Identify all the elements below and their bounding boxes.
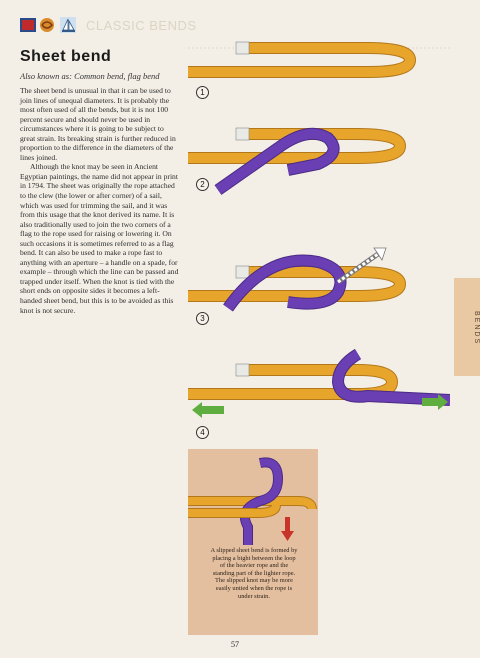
slipped-sheet-bend-diagram <box>188 449 318 545</box>
step-label-3: 3 <box>196 312 209 325</box>
pull-down-arrow-icon <box>281 517 294 541</box>
step-label-2: 2 <box>196 178 209 191</box>
step-label-4: 4 <box>196 426 209 439</box>
step-4-diagram <box>188 346 450 424</box>
body-text <box>20 86 180 315</box>
page-number: 57 <box>231 640 239 649</box>
knot-icon <box>40 18 54 32</box>
also-known-as: Also known as: Common bend, flag bend <box>20 71 160 81</box>
page-title: Sheet bend <box>20 48 112 65</box>
slipped-sheet-bend-panel <box>188 449 318 635</box>
step-1-diagram <box>188 40 450 92</box>
section-tab-label: BENDS <box>473 310 480 346</box>
body-paragraph-1: The sheet bend is unusual in that it can be used to join lines of unequal diameters. It is probably the most often used of all the bends, but it is not 100 percent secure and should never be used in circumstances where it is going to be subject to great strain. Its breaking strain is further reduced in proportion to the difference in the diameters of the lines joined. <box>20 86 176 162</box>
section-tab <box>454 278 480 376</box>
header-watermark: CLASSIC BENDS <box>86 18 197 33</box>
slipped-caption: A slipped sheet bend is formed by placing a bight between the loop of the heavier rope and the standing part of the lighter rope. The slipped knot may be more easily untied when the rope is under strain. <box>210 547 298 600</box>
body-paragraph-2: Although the knot may be seen in Ancient Egyptian paintings, the name did not appear in print in 1794. The sheet was originally the rope attached to the clew (the lower or after corner) of a sail, which was used for trimming the sail, and it was from this usage that the knot derived its name. It is also traditionally used to join the two corners of a flag to the rope used for raising or lowering it. On such occasions it is sometimes referred to as a flag bend. It can also be used to make a rope fast to anything with an aperture – a handle on a spade, for example – through which the line can be passed and trapped under itself. When the knot is tied with the short ends on opposite sides it becomes a left-handed sheet bend, but this is to be avoided as this knot is not secure. <box>20 162 179 315</box>
header-icons <box>20 16 78 34</box>
step-3-diagram <box>188 242 450 320</box>
whipped-end <box>236 42 249 54</box>
sailboat-icon <box>60 17 76 33</box>
pull-left-arrow-icon <box>192 402 224 418</box>
step-2-diagram <box>188 118 450 196</box>
flag-icon <box>20 18 36 32</box>
step-label-1: 1 <box>196 86 209 99</box>
